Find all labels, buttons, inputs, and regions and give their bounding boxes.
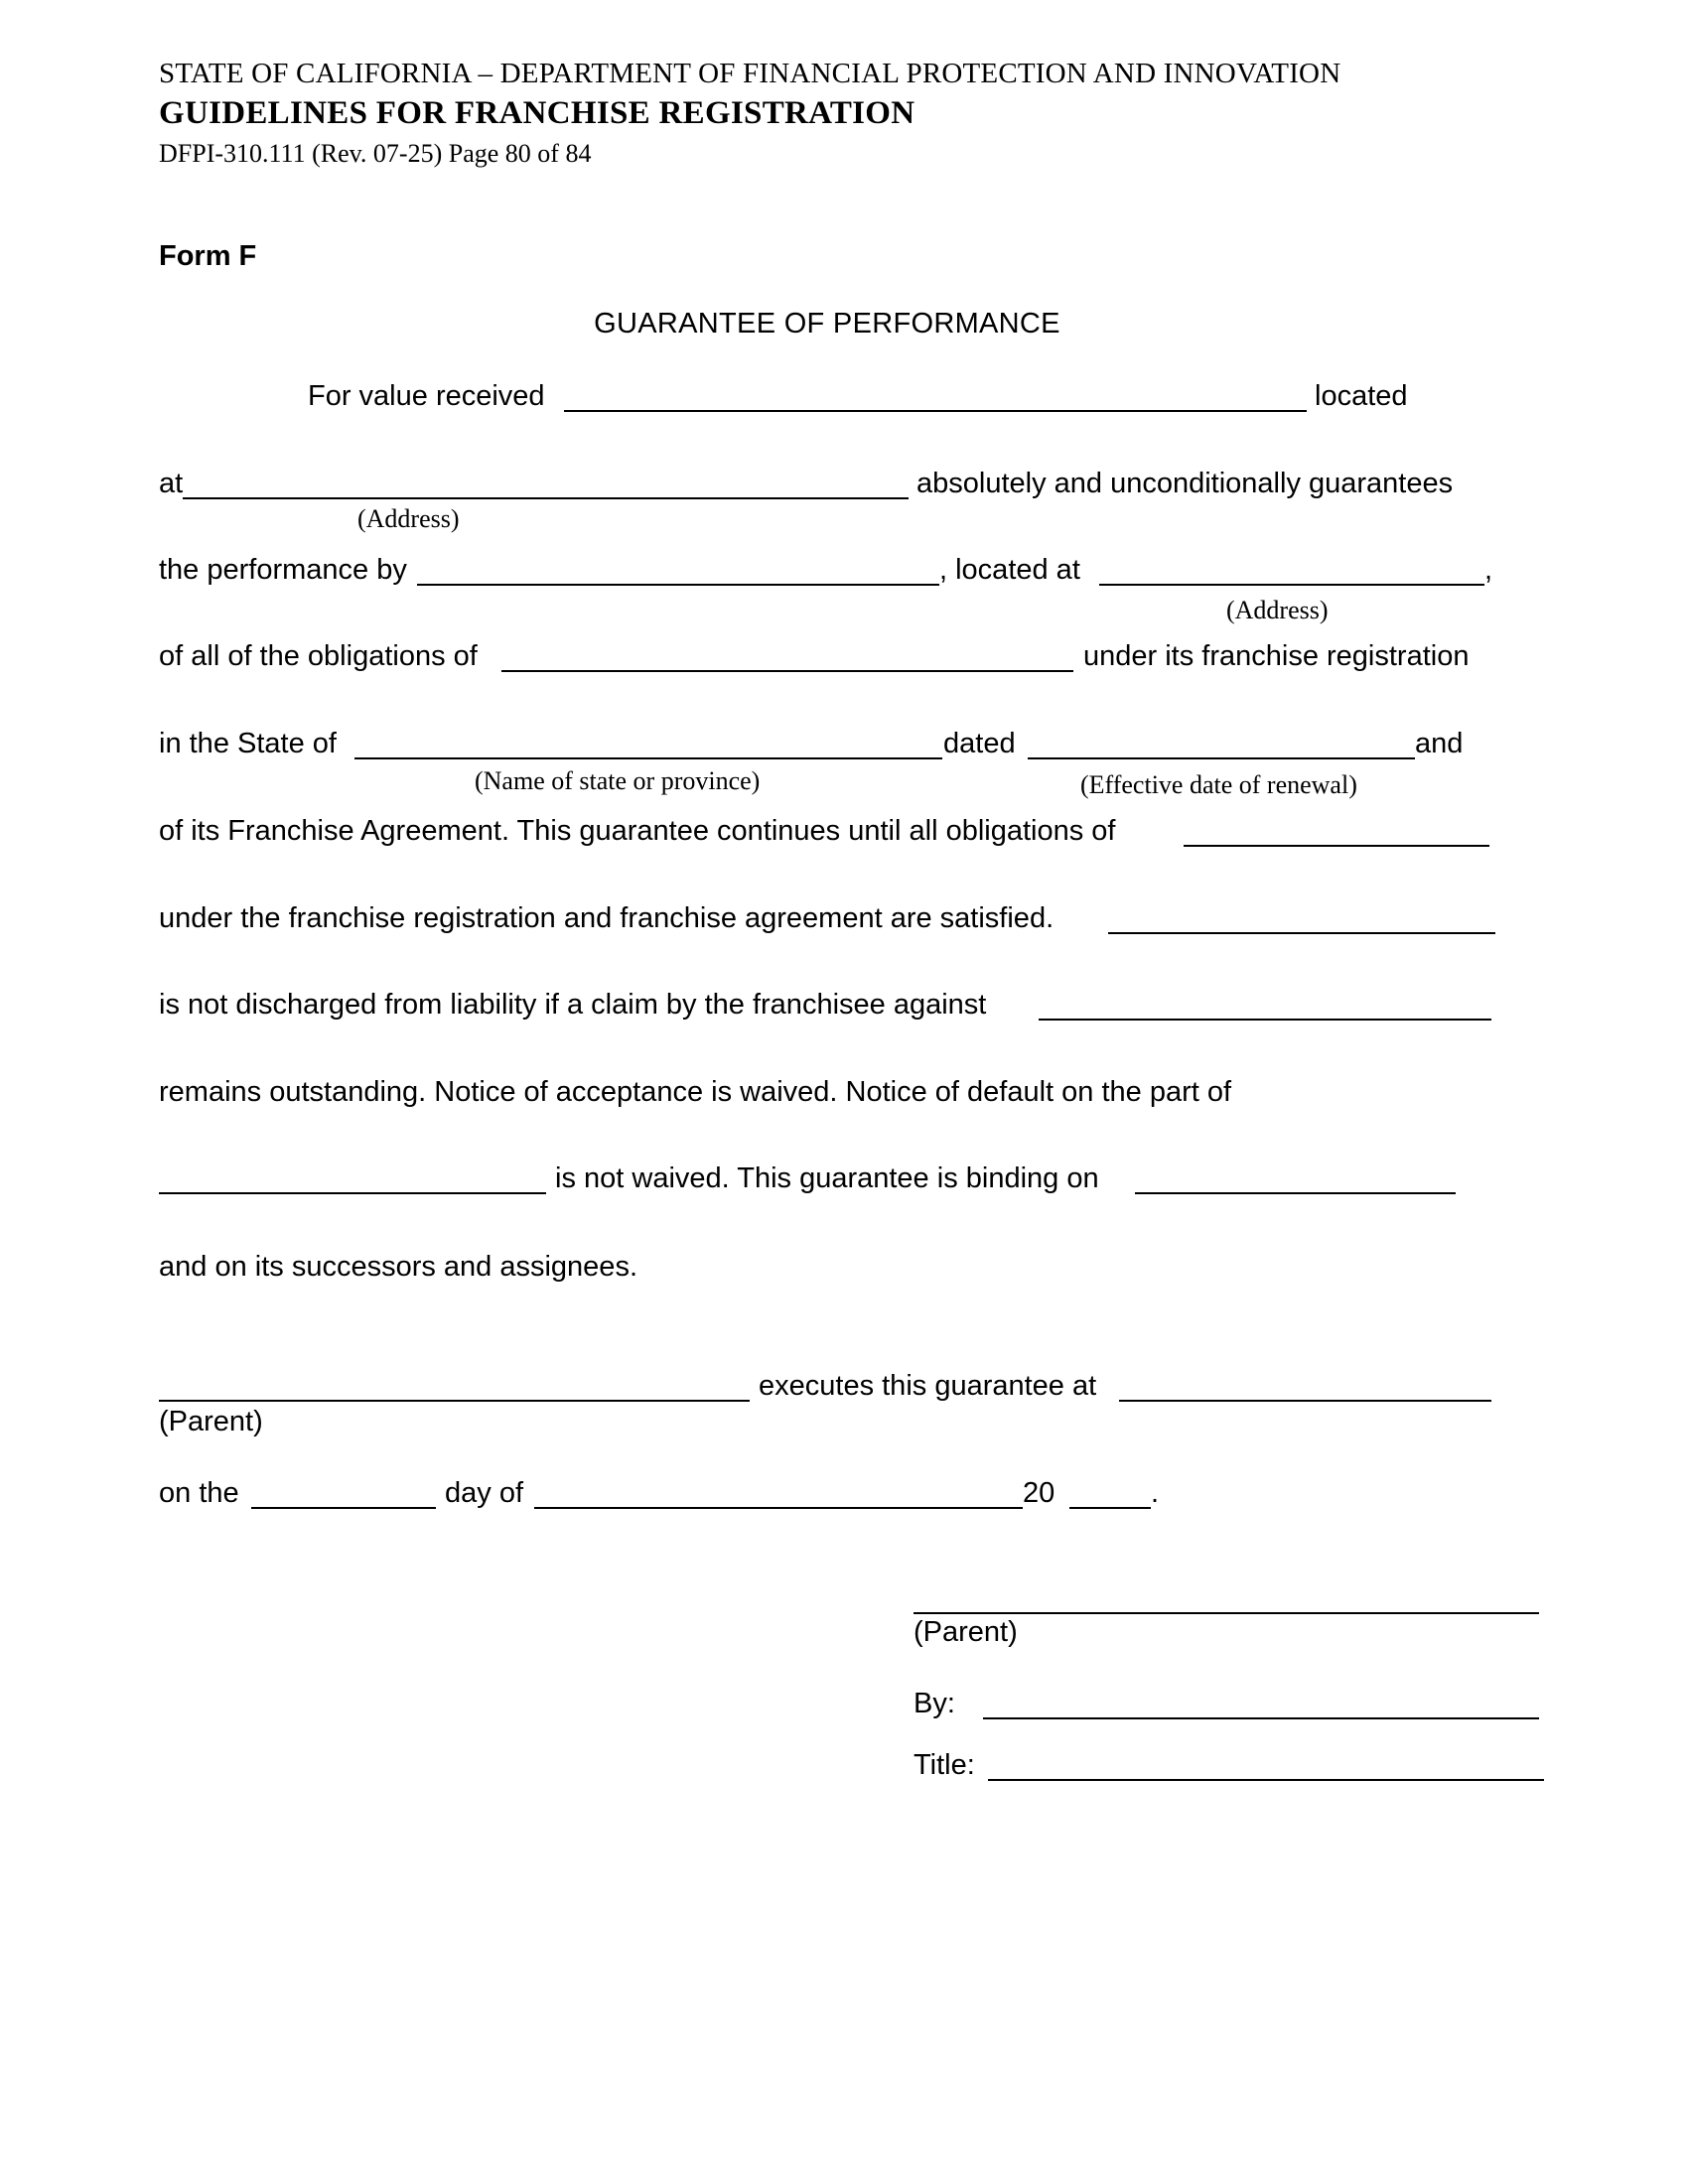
located-at-text: , located at — [939, 554, 1080, 586]
obligor-name-blank[interactable] — [501, 670, 1073, 672]
on-the-text: on the — [159, 1477, 239, 1509]
successors-text: and on its successors and assignees. — [159, 1251, 637, 1283]
form-reference: DFPI-310.111 (Rev. 07-25) Page 80 of 84 — [159, 139, 592, 168]
address-note-2: (Address) — [1226, 596, 1329, 624]
signature-by-blank[interactable] — [983, 1717, 1539, 1719]
not-discharged-text: is not discharged from liability if a claim by the franchisee against — [159, 989, 987, 1021]
signature-title-label: Title: — [914, 1749, 975, 1781]
not-waived-text: is not waived. This guarantee is binding on — [555, 1162, 1099, 1194]
franchisor-name-blank[interactable] — [417, 584, 939, 586]
remains-outstanding-text: remains outstanding. Notice of acceptance is waived. Notice of default on the part of — [159, 1076, 1232, 1108]
guidelines-title: GUIDELINES FOR FRANCHISE REGISTRATION — [159, 95, 915, 131]
execution-place-blank[interactable] — [1119, 1400, 1491, 1402]
at-text: at — [159, 468, 184, 499]
for-value-received-text: For value received — [308, 380, 545, 412]
year-blank[interactable] — [1069, 1507, 1151, 1509]
obligations-of-text: of all of the obligations of — [159, 640, 478, 672]
satisfied-text: under the franchise registration and franchise agreement are satisfied. — [159, 902, 1055, 934]
signature-title-blank[interactable] — [988, 1779, 1544, 1781]
and-text: and — [1415, 728, 1464, 759]
state-name-blank[interactable] — [354, 757, 942, 759]
day-blank[interactable] — [251, 1507, 436, 1509]
agency-header: STATE OF CALIFORNIA – DEPARTMENT OF FINANCIAL PROTECTION AND INNOVATION — [159, 58, 1341, 89]
state-note: (Name of state or province) — [475, 766, 761, 795]
address-note: (Address) — [357, 504, 460, 533]
parent-note: (Parent) — [159, 1406, 263, 1437]
obligations-party-blank[interactable] — [1184, 845, 1489, 847]
signature-parent-label: (Parent) — [914, 1616, 1018, 1648]
guarantor-address-blank[interactable] — [183, 497, 909, 499]
comma-text: , — [1484, 554, 1493, 586]
day-of-text: day of — [445, 1477, 523, 1509]
in-state-of-text: in the State of — [159, 728, 337, 759]
form-label: Form F — [159, 240, 257, 272]
guarantor-name-blank[interactable] — [564, 410, 1307, 412]
period-text: . — [1151, 1477, 1160, 1509]
default-party-blank[interactable] — [159, 1192, 546, 1194]
under-registration-text: under its franchise registration — [1083, 640, 1470, 672]
month-blank[interactable] — [534, 1507, 1023, 1509]
dated-text: dated — [943, 728, 1016, 759]
absolutely-text: absolutely and unconditionally guarantees — [916, 468, 1454, 499]
claim-against-blank[interactable] — [1039, 1019, 1491, 1021]
franchisor-address-blank[interactable] — [1099, 584, 1484, 586]
parent-signature-line[interactable] — [914, 1612, 1539, 1614]
executes-text: executes this guarantee at — [759, 1370, 1097, 1402]
located-text: located — [1315, 380, 1408, 412]
effective-date-blank[interactable] — [1028, 757, 1415, 759]
signature-by-label: By: — [914, 1688, 955, 1719]
performance-by-text: the performance by — [159, 554, 407, 586]
effective-date-note: (Effective date of renewal) — [1080, 770, 1357, 799]
parent-name-blank[interactable] — [159, 1400, 750, 1402]
guarantor-liability-blank[interactable] — [1108, 932, 1495, 934]
year-prefix-text: 20 — [1023, 1477, 1055, 1509]
binding-party-blank[interactable] — [1135, 1192, 1456, 1194]
form-title: GUARANTEE OF PERFORMANCE — [594, 308, 1060, 340]
franchise-agreement-text: of its Franchise Agreement. This guarantee continues until all obligations of — [159, 815, 1116, 847]
